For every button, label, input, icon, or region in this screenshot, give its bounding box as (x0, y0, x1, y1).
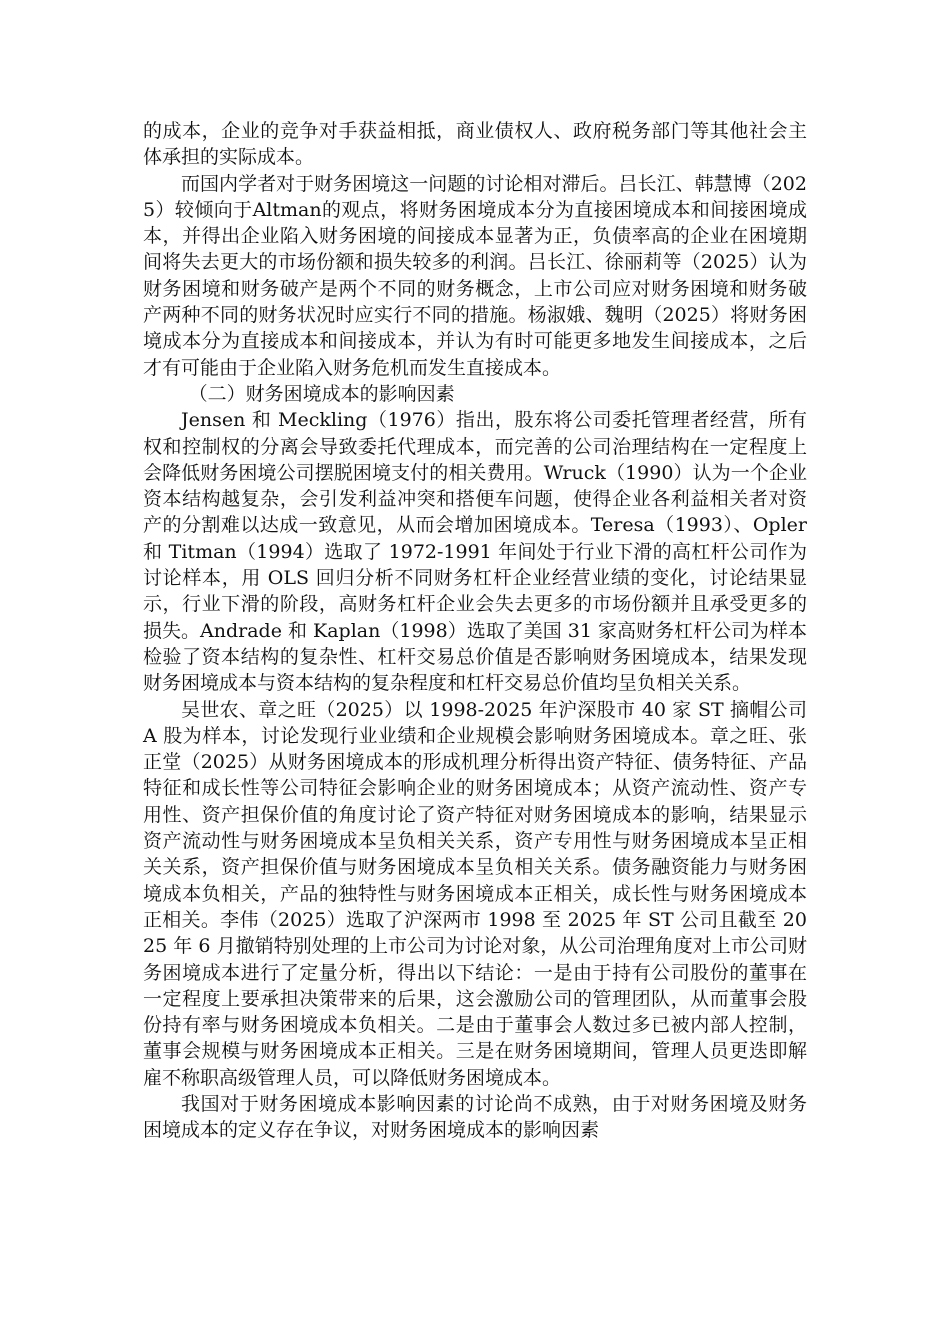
section-heading: （二）财务困境成本的影响因素 (188, 382, 455, 405)
paragraph-summary: 我国对于财务困境成本影响因素的讨论尚不成熟，由于对财务困境及财务困境成本的定义存在争议，对财务困境成本的影响因素 (143, 1092, 807, 1142)
paragraph-continuation: 的成本，企业的竞争对手获益相抵，商业债权人、政府税务部门等其他社会主体承担的实际成本。 (143, 120, 807, 169)
paragraph-domestic-factors: 吴世农、章之旺（2025）以 1998-2025 年沪深股市 40 家 ST 摘帽公司 A 股为样本，讨论发现行业业绩和企业规模会影响财务困境成本。章之旺、张正堂（2025）从财务困境成本的形成机理分析得出资产特征、债务特征、产品特征和成长性等公司特征会影响企业的财务困境成本；从资产流动性、资产专用性、资产担保价值的角度讨论了资产特征对财务困境成本的影响，结果显示资产流动性与财务困境成本呈负相关关系，资产专用性与财务困境成本呈正相关关系，资产担保价值与财务困境成本呈负相关关系。债务融资能力与财务困境成本负相关，产品的独特性与财务困境成本正相关，成长性与财务困境成本正相关。李伟（2025）选取了沪深两市 1998 至 2025 年 ST 公司且截至 2025 年 6 月撤销特别处理的上市公司为讨论对象，从公司治理角度对上市公司财务困境成本进行了定量分析，得出以下结论：一是由于持有公司股份的董事在一定程度上要承担决策带来的后果，这会激励公司的管理团队，从而董事会股份持有率与财务困境成本负相关。二是由于董事会人数过多已被内部人控制，董事会规模与财务困境成本正相关。三是在财务困境期间，管理人员更迭即解雇不称职高级管理人员，可以降低财务困境成本。 (143, 698, 807, 1089)
paragraph-foreign-factors: Jensen 和 Meckling（1976）指出，股东将公司委托管理者经营，所有权和控制权的分离会导致委托代理成本，而完善的公司治理结构在一定程度上会降低财务困境公司摆脱困境支付的相关费用。Wruck（1990）认为一个企业资本结构越复杂，会引发利益冲突和搭便车问题，使得企业各利益相关者对资产的分割难以达成一致意见，从而会增加困境成本。Teresa（1993）、Opler 和 Titman（1994）选取了 1972-1991 年间处于行业下滑的高杠杆公司作为讨论样本，用 OLS 回归分析不同财务杠杆企业经营业绩的变化，讨论结果显示，行业下滑的阶段，高财务杠杆企业会失去更多的市场份额并且承受更多的损失。Andrade 和 Kaplan（1998）选取了美国 31 家高财务杠杆公司为样本检验了资本结构的复杂性、杠杆交易总价值是否影响财务困境成本，结果发现财务困境成本与资本结构的复杂程度和杠杆交易总价值均呈负相关关系。 (143, 409, 807, 695)
document-body (143, 118, 807, 1144)
paragraph-domestic-research: 而国内学者对于财务困境这一问题的讨论相对滞后。吕长江、韩慧博（2025）较倾向于Altman的观点，将财务困境成本分为直接困境成本和间接困境成本，并得出企业陷入财务困境的间接成本显著为正，负债率高的企业在困境期间将失去更大的市场份额和损失较多的利润。吕长江、徐丽莉等（2025）认为财务困境和财务破产是两个不同的财务概念，上市公司应对财务困境和财务破产两种不同的财务状况时应实行不同的措施。杨淑娥、魏明（2025）将财务困境成本分为直接成本和间接成本，并认为有时可能更多地发生间接成本，之后才有可能由于企业陷入财务危机而发生直接成本。 (143, 172, 807, 379)
